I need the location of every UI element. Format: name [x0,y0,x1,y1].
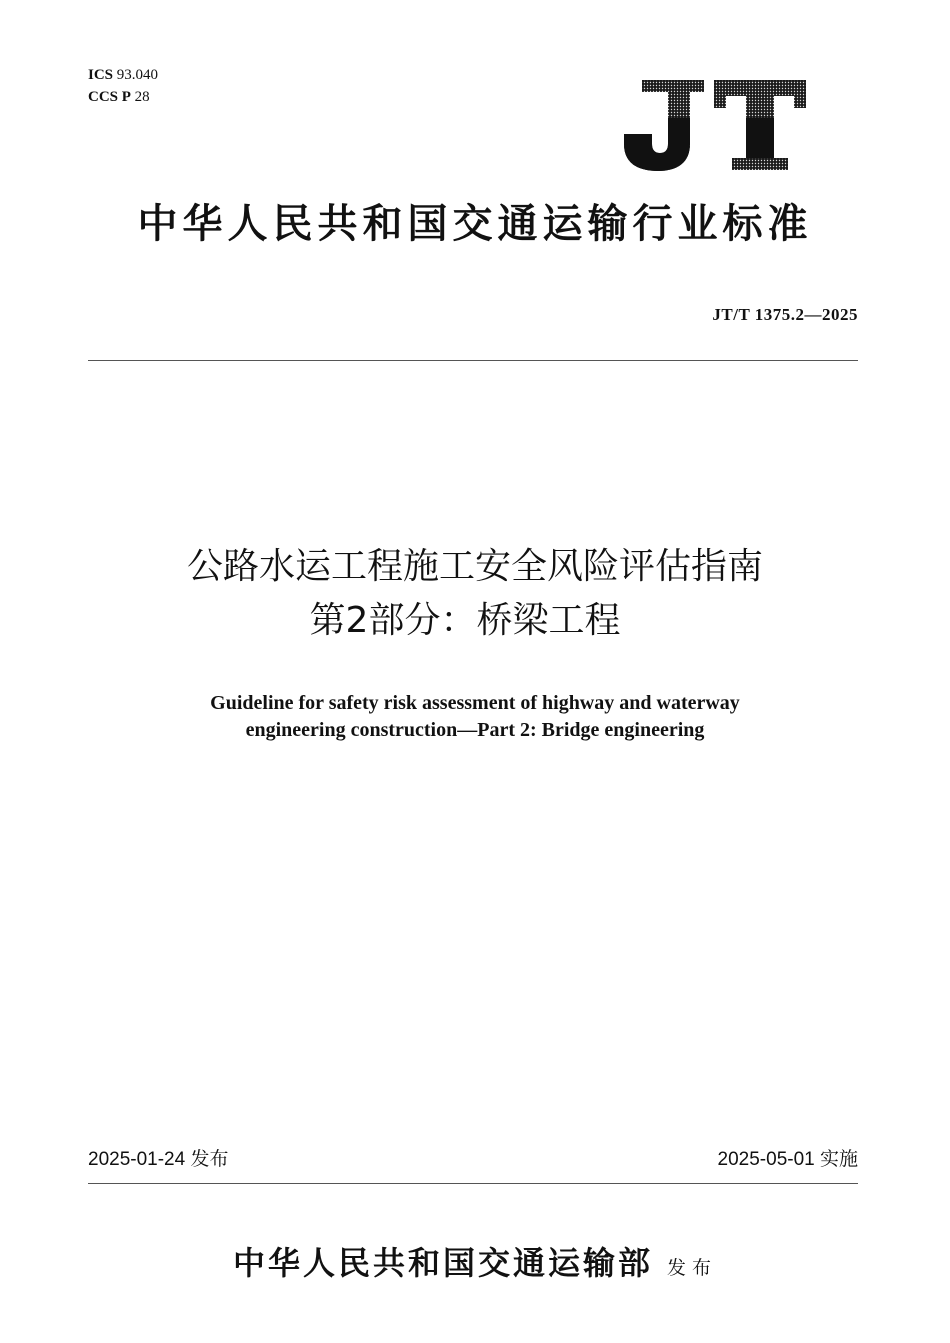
title-en-line1: Guideline for safety risk assessment of highway and waterway [210,692,740,714]
publisher-action: 发布 [667,1257,718,1279]
logo-text: JT [622,78,624,79]
ics-label: ICS [88,67,114,83]
jt-logo [622,78,808,172]
ccs-label: CCS P [88,89,131,105]
classification-codes [88,64,158,108]
standard-number: JT/T 1375.2—2025 [712,305,858,324]
ics-code [88,64,158,86]
publisher-name: 中华人民共和国交通运输部 [232,1244,653,1282]
ccs-code [88,86,158,108]
title-en-line2: engineering construction—Part 2: Bridge engineering [245,719,705,741]
issue-date: 2025-01-24 发布 [88,1149,229,1170]
title-cn-line2: 第2部分：桥梁工程 [309,600,621,641]
top-divider [88,360,858,361]
ccs-value: 28 [134,89,150,105]
ics-value: 93.040 [116,67,159,83]
title-cn-line1: 公路水运工程施工安全风险评估指南 [186,546,763,587]
publisher [0,1238,950,1284]
standard-category: 中华人民共和国交通运输行业标准 [137,200,813,247]
bottom-divider [88,1183,858,1184]
implementation-date: 2025-05-01 实施 [717,1149,858,1170]
